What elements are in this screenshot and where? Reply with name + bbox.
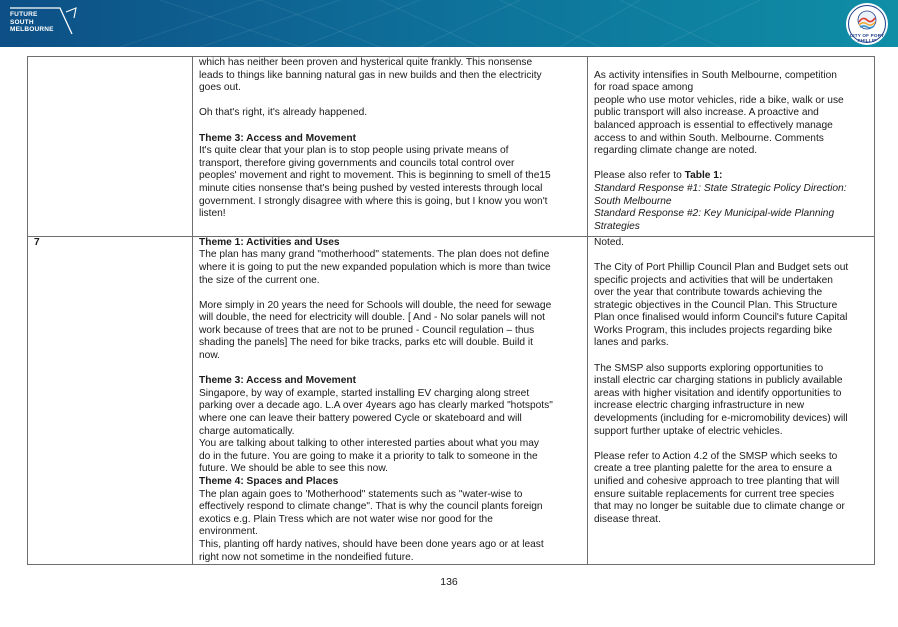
submission-number [28, 57, 193, 237]
table-reference: Table 1: [684, 170, 723, 182]
banner-pattern [0, 0, 898, 47]
submission-number: 7 [28, 236, 193, 564]
page-number: 136 [440, 576, 458, 588]
theme-heading: Theme 3: Access and Movement [199, 132, 357, 144]
theme-heading: Theme 3: Access and Movement [199, 375, 357, 387]
seal-text: CITY OF PORT PHILLIP [849, 33, 885, 43]
table-row [28, 236, 875, 564]
theme-heading: Theme 4: Spaces and Places [199, 476, 339, 487]
submission-text: Theme 1: Activities and Uses The plan has many grand "motherhood" statements. The plan does not define where it is going to put the new expanded population which is more than twice the size of the current one. More simply in 20 years the need for Schools will double, the need for sewage will double, the need for electricity will double. [ And - No solar panels will not work because of trees that are not to be pruned - Council regulation – thus shading the panels] The need for bike tracks, parks etc will double. Build it now. Theme 3: Access and Movement Singapore, by way of example, started installing EV charging along street parking over a decade ago. L.A over 4years ago has clearly marked "hotspots" where one can leave their battery powered Cycle or skateboard and will charge automatically. You are talking about talking to other interested parties about what you may do in the future. You are going to make it a priority to talk to someone in the future. We should be able to see this now. Theme 4: Spaces and Places The plan again goes to 'Motherhood" statements such as "water-wise to effectively respond to climate change". That is why the council plants foreign exotics e.g. Plain Tress which are not water wise nor good for the environment. This, planting off hardy natives, should have been done years ago or at least right now not sometime in the nondeified future. [193, 236, 588, 564]
header-banner [0, 0, 898, 47]
future-south-melbourne-logo: FUTURE SOUTH MELBOURNE [8, 4, 78, 44]
council-response: Noted. The City of Port Phillip Council Plan and Budget sets out specific projects and activities that will be undertaken over the year that contribute towards achieving the strategic objectives in the Council Plan. This Structure Plan once finalised would inform Council's future Capital Works Program, this includes projects regarding bike lanes and parks. The SMSP also supports exploring opportunities to install electric car charging stations in publicly available areas with higher visitation and identify opportunities to increase electric charging infrastructure in new developments (including for e-micromobility devices) will support further uptake of electric vehicles. Please refer to Action 4.2 of the SMSP which seeks to create a tree planting palette for the area to ensure a unified and cohesive approach to tree planting that will ensure suitable replacements for current tree species that may no longer be suitable due to climate change or disease threat. [588, 236, 875, 564]
submissions-table [27, 56, 875, 565]
table-row [28, 57, 875, 237]
theme-heading: Theme 1: Activities and Uses [199, 236, 340, 248]
submission-text: which has neither been proven and hysterical quite frankly. This nonsense leads to things like banning natural gas in new builds and then the electricity goes out. Oh that's right, it's already happened. Theme 3: Access and Movement It's quite clear that your plan is to stop people using private means of transport, therefore giving governments and councils total control over peoples' movement and right to movement. This is beginning to smell of the15 minute cities nonsense that's being pushed by vested interests through local government. I strongly disagree with where this is going, but I know you won't listen! [193, 57, 588, 237]
council-response: As activity intensifies in South Melbourne, competition for road space among people who use motor vehicles, ride a bike, walk or use public transport will also increase. A proactive and balanced approach is essential to effectively manage access to and within South. Melbourne. Comments regarding climate change are noted. Please also refer to Table 1: Standard Response #1: State Strategic Policy Direction: South Melbourne Standard Response #2: Key Municipal-wide Planning Strategies [588, 57, 875, 237]
city-of-port-phillip-logo [845, 2, 889, 46]
